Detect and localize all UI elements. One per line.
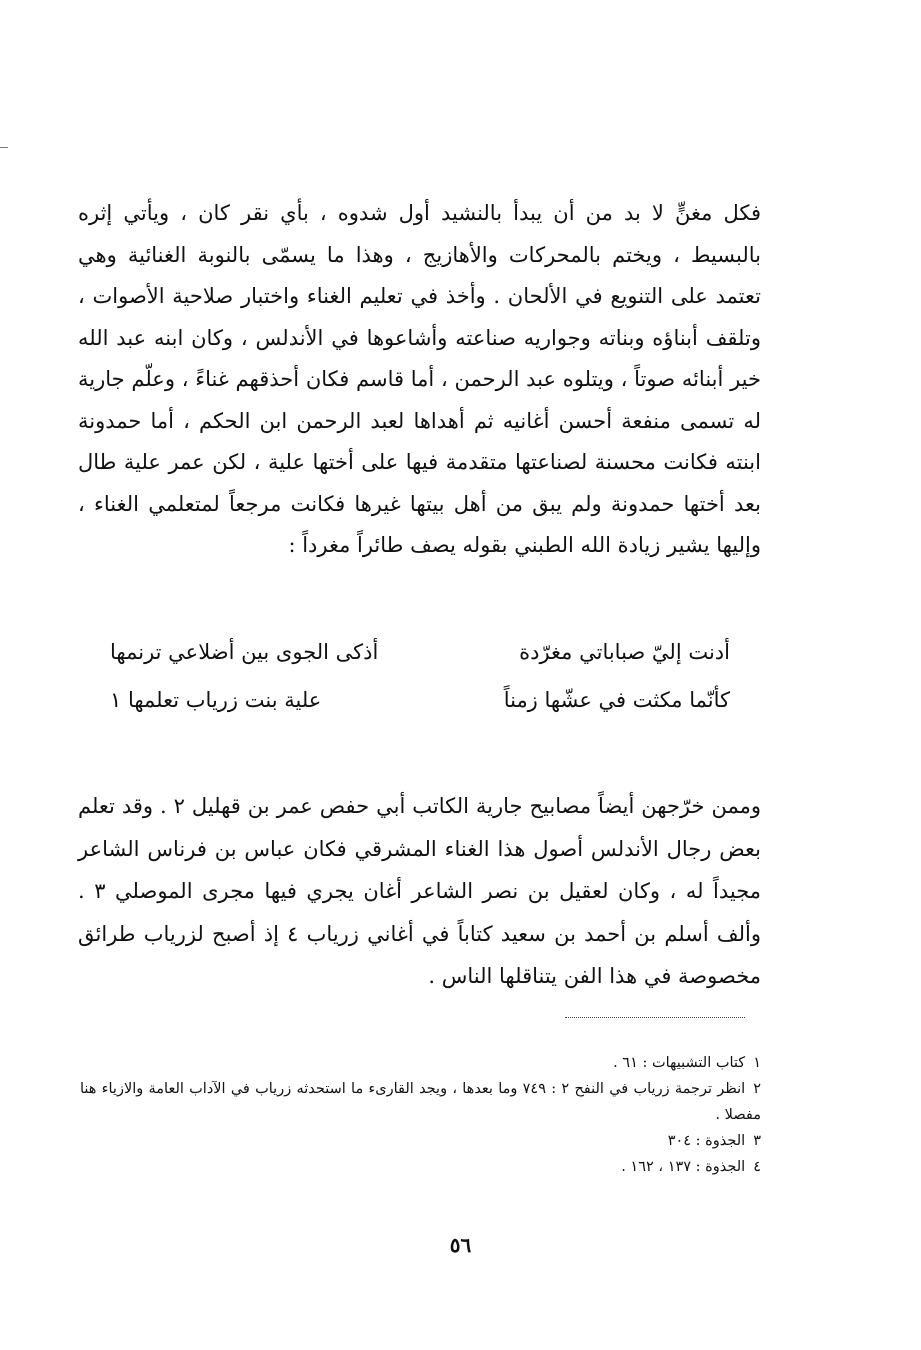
- body-paragraph-2: وممن خرّجهن أيضاً مصابيح جارية الكاتب أبي حفص عمر بن قهليل ٢ . وقد تعلم بعض رجال الأندلس أصول هذا الغناء المشرقي فكان عباس بن فرناس الشاعر مجيداً له ، وكان لعقيل بن نصر الشاعر أغان يجري فيها مجرى الموصلي ٣ . وألف أسلم بن أحمد بن سعيد كتاباً في أغاني زرياب ٤ إذ أصبح لزرياب طرائق مخصوصة في هذا الفن يتناقلها الناس .: [78, 794, 762, 988]
- footnotes: [80, 1050, 761, 1180]
- poem-line-1-second-hemistich: أذكى الجوى بين أضلاعي ترنمها: [110, 640, 379, 664]
- footnote-text: الجذوة : ١٣٧ ، ١٦٢ .: [621, 1159, 746, 1175]
- footnote-2: [80, 1076, 761, 1128]
- footnote-number: ١: [753, 1055, 761, 1071]
- footnote-text: كتاب التشبيهات : ٦١ .: [613, 1055, 746, 1071]
- poem-line-1: [110, 640, 730, 680]
- poem-line-2-second-hemistich: علية بنت زرياب تعلمها ١: [110, 688, 322, 712]
- poem-line-2-first-hemistich: كأنّما مكثت في عشّها زمناً: [503, 688, 730, 712]
- footnote-3: [80, 1128, 761, 1154]
- body-paragraph-1: فكل مغنٍّ لا بد من أن يبدأ بالنشيد أول شدوه ، بأي نقر كان ، ويأتي إثره بالبسيط ، ويختم بالمحركات والأهازيج ، وهذا ما يسمّى بالنوبة الغنائية وهي تعتمد على التنويع في الألحان . وأخذ في تعليم الغناء واختبار صلاحية الأصوات ، وتلقف أبناؤه وبناته وجواريه صناعته وأشاعوها في الأندلس ، وكان ابنه عبد الله خير أبنائه صوتاً ، ويتلوه عبد الرحمن ، أما قاسم فكان أحذقهم غناءً ، وعلّم جارية له تسمى منفعة أحسن أغانيه ثم أهداها لعبد الرحمن ابن الحكم ، أما حمدونة ابنته فكانت محسنة لصناعتها متقدمة فيها على أختها علية ، لكن عمر علية طال بعد أختها حمدونة ولم يبق من أهل بيتها غيرها فكانت مرجعاً لمتعلمي الغناء ، وإليها يشير زيادة الله الطبني بقوله يصف طائراً مغرداً :: [78, 201, 762, 557]
- footnote-number: ٣: [753, 1133, 761, 1149]
- page-number: ٥٦: [449, 1233, 472, 1257]
- poem-line-1-first-hemistich: أدنت إليّ صباباتي مغرّدة: [519, 640, 730, 664]
- margin-mark: [0, 147, 8, 148]
- footnote-text: انظر ترجمة زرياب في النفح ٢ : ٧٤٩ وما بعدها ، ويجد القارىء ما استحدثه زرياب في الآداب العامة والازياء هنا مفصلا .: [80, 1081, 761, 1123]
- poem-line-2: [110, 688, 730, 728]
- footnote-1: [80, 1050, 761, 1076]
- footnote-number: ٤: [753, 1159, 761, 1175]
- footnote-number: ٢: [753, 1081, 761, 1097]
- footnote-text: الجذوة : ٣٠٤: [667, 1133, 746, 1149]
- footnote-separator: [565, 1017, 745, 1018]
- footnote-4: [80, 1154, 761, 1180]
